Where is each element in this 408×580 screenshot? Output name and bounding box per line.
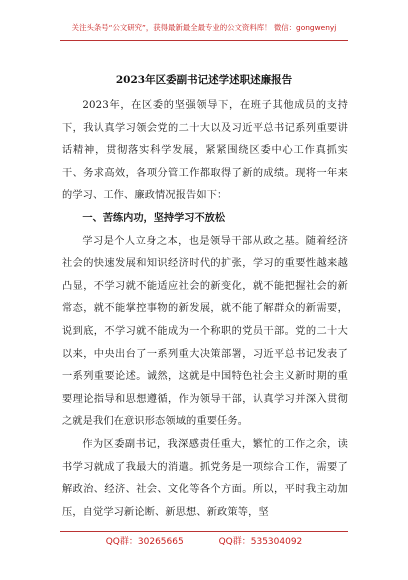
footer-qq-group-1: QQ群：30265665 xyxy=(105,537,184,547)
section-paragraph-1: 学习是个人立身之本，也是领导干部从政之基。随着经济社会的快速发展和知识经济时代的扩张，学习的重要性越来越凸显，不学习就不能适应社会的新变化，就不能把握社会的新常态，就不能掌控事物的新发展，就不能了解群众的新需要，说到底，不学习就不能成为一个称职的党员干部。党的二十大以来，中央出台了一系列重大决策部署，习近平总书记发表了一系列重要论述。诚然，这就是中国特色社会主义新时期的重要理论指导和思想遵循，作为领导干部，认真学习并深入贯彻之就是我们在意识形态领域的重要任务。 xyxy=(62,235,348,428)
footer-qq-group-2: QQ群：535304092 xyxy=(218,537,303,547)
intro-paragraph: 2023年，在区委的坚强领导下，在班子其他成员的支持下，我认真学习领会党的二十大以及习近平总书记系列重要讲话精神，贯彻落实科学发展，紧紧围绕区委中心工作真抓实干、务求高效，各项分管工作都取得了新的成绩。现将一年来的学习、工作、廉政情况报告如下： xyxy=(62,100,348,202)
document-title: 2023年区委副书记述学述职述廉报告 xyxy=(115,74,293,86)
document-body xyxy=(62,95,348,524)
footer xyxy=(0,534,408,547)
section-paragraph-2: 作为区委副书记，我深感责任重大，繁忙的工作之余，读书学习就成了我最大的消遣。抓党务是一项综合工作，需要了解政治、经济、社会、文化等各个方面。所以，平时我主动加压，自觉学习新论断、新思想、新政策等，坚 xyxy=(62,438,348,518)
promo-banner: 关注头条号“公文研究”，获得最新最全最专业的公文资料库！ 微信：gongwenyj xyxy=(71,23,337,32)
header-divider xyxy=(60,40,348,41)
footer-divider xyxy=(60,531,348,532)
section-heading: 一、苦练内功，坚持学习不放松 xyxy=(82,212,226,224)
